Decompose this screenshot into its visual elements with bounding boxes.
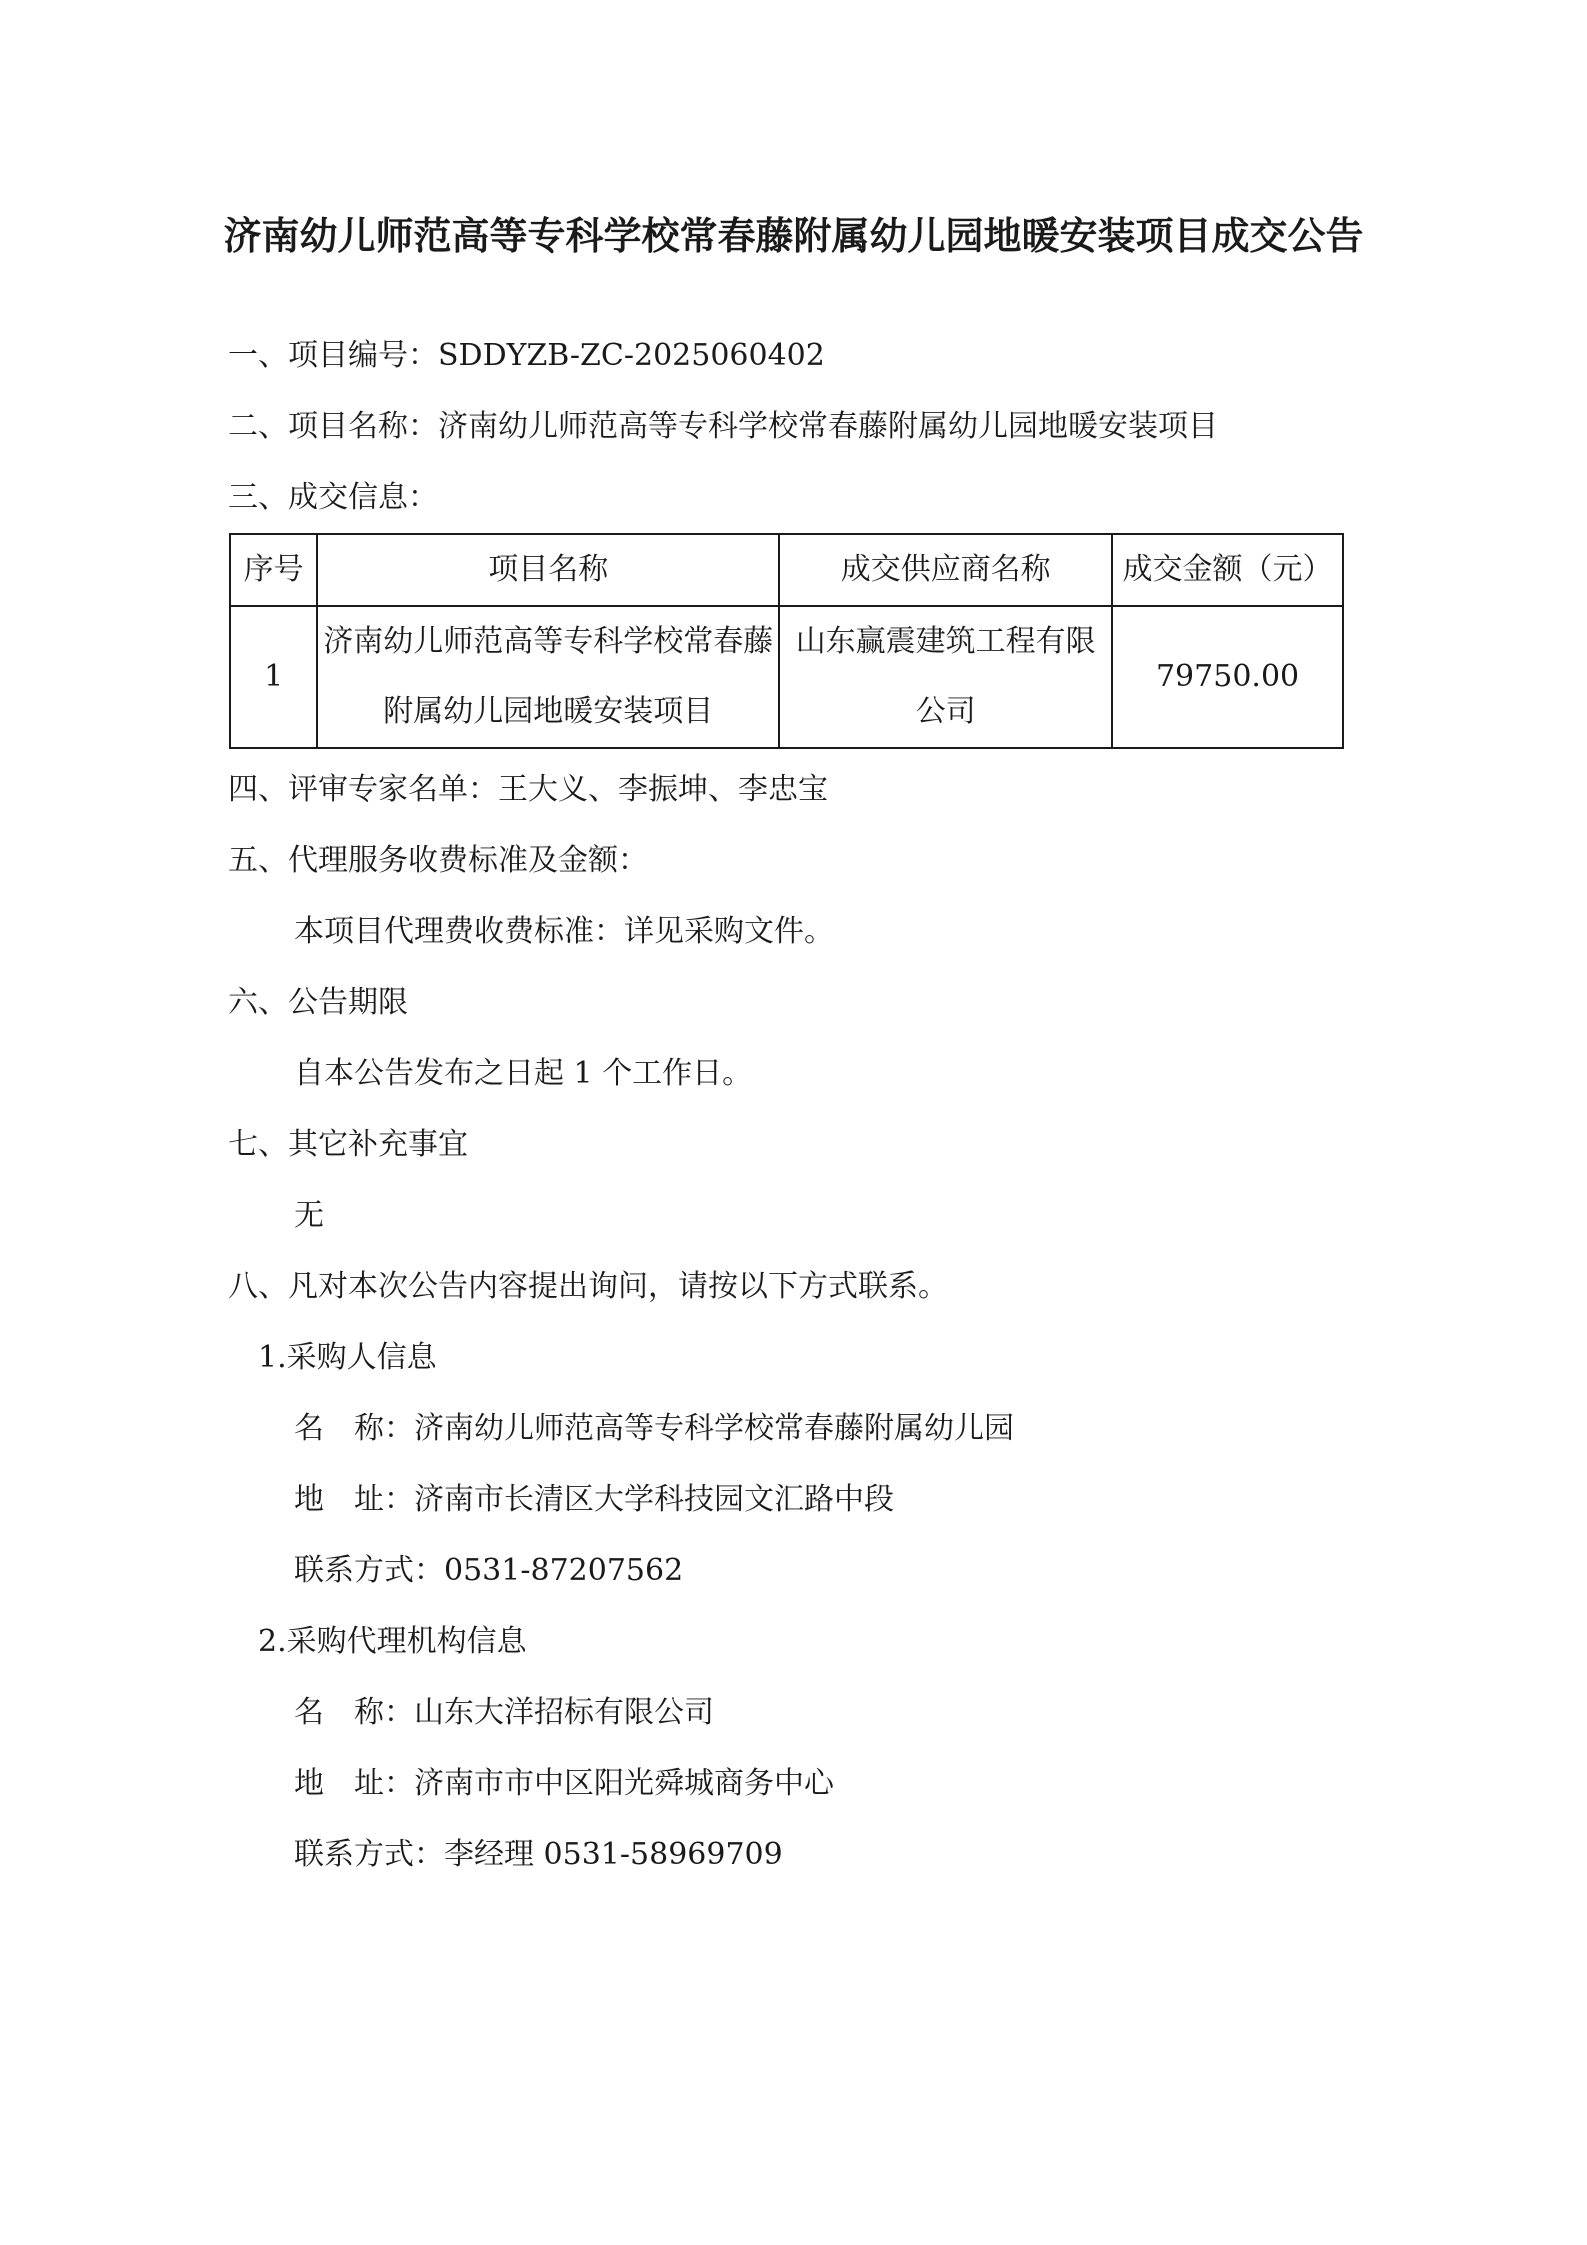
project-name: 二、项目名称：济南幼儿师范高等专科学校常春藤附属幼儿园地暖安装项目	[228, 409, 1218, 444]
purchaser-name: 名 称：济南幼儿师范高等专科学校常春藤附属幼儿园	[294, 1411, 1014, 1446]
agency-contact: 联系方式：李经理 0531-58969709	[294, 1837, 783, 1872]
header-project-name: 项目名称	[317, 534, 779, 606]
notice-period-body: 自本公告发布之日起 1 个工作日。	[294, 1056, 753, 1091]
purchaser-heading: 1.采购人信息	[258, 1340, 437, 1375]
agency-heading: 2.采购代理机构信息	[258, 1624, 527, 1659]
other-matters-body: 无	[294, 1198, 324, 1233]
table-row	[230, 606, 1343, 748]
deal-info-table	[229, 533, 1344, 749]
purchaser-address: 地 址：济南市长清区大学科技园文汇路中段	[294, 1482, 894, 1517]
header-index: 序号	[230, 534, 317, 606]
table-header-row	[230, 534, 1343, 606]
page-title: 济南幼儿师范高等专科学校常春藤附属幼儿园地暖安装项目成交公告	[223, 213, 1364, 258]
other-matters-heading: 七、其它补充事宜	[228, 1127, 468, 1162]
deal-info-heading: 三、成交信息：	[228, 480, 438, 515]
header-supplier: 成交供应商名称	[779, 534, 1112, 606]
cell-project-name: 济南幼儿师范高等专科学校常春藤附属幼儿园地暖安装项目	[317, 606, 779, 748]
expert-list: 四、评审专家名单：王大义、李振坤、李忠宝	[228, 772, 828, 807]
contact-heading: 八、凡对本次公告内容提出询问，请按以下方式联系。	[228, 1269, 948, 1304]
agency-fee-body: 本项目代理费收费标准：详见采购文件。	[294, 914, 834, 949]
cell-index: 1	[230, 606, 317, 748]
header-amount: 成交金额（元）	[1112, 534, 1343, 606]
cell-amount: 79750.00	[1112, 606, 1343, 748]
notice-period-heading: 六、公告期限	[228, 985, 408, 1020]
purchaser-contact: 联系方式：0531-87207562	[294, 1553, 684, 1588]
agency-name: 名 称：山东大洋招标有限公司	[294, 1695, 714, 1730]
agency-fee-heading: 五、代理服务收费标准及金额：	[228, 843, 648, 878]
cell-supplier: 山东赢震建筑工程有限公司	[779, 606, 1112, 748]
project-number: 一、项目编号：SDDYZB-ZC-2025060402	[228, 338, 825, 373]
agency-address: 地 址：济南市市中区阳光舜城商务中心	[294, 1766, 834, 1801]
